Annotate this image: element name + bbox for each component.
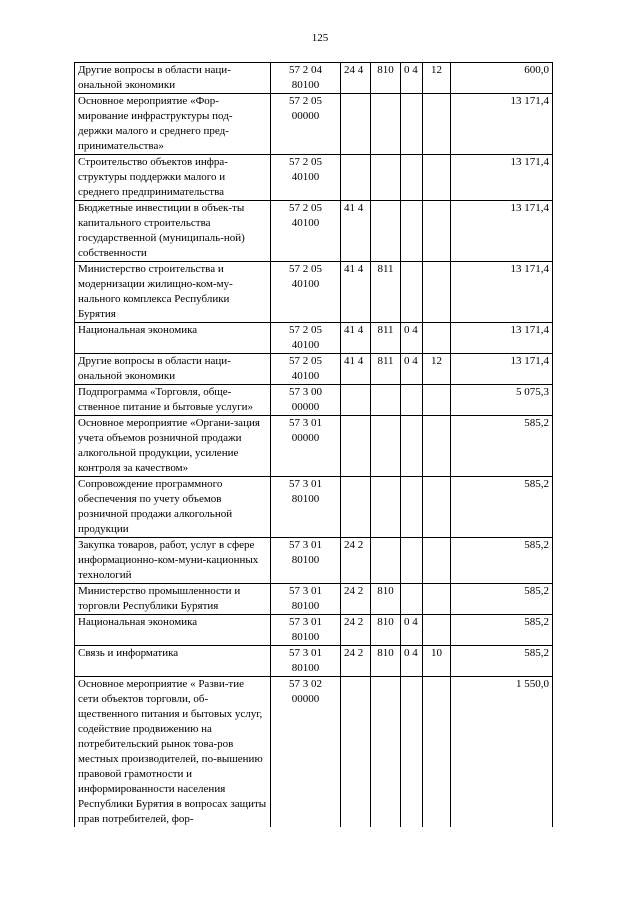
table-body [75,63,553,828]
item-name-cell: Основное мероприятие «Органи-зация учета объемов розничной продажи алкогольной продукции, усиление контроля за качеством» [75,416,271,477]
target-code-cell: 57 2 05 00000 [271,94,341,155]
subsection-cell [423,677,451,828]
ministry-code-cell: 810 [371,63,401,94]
table-row [75,262,553,323]
expense-type-cell [341,477,371,538]
ministry-code-cell: 810 [371,615,401,646]
ministry-code-cell [371,155,401,201]
section-cell: 0 4 [401,323,423,354]
target-code-cell: 57 3 01 80100 [271,584,341,615]
table-row [75,354,553,385]
target-code-cell: 57 3 01 80100 [271,477,341,538]
expense-type-cell: 24 2 [341,615,371,646]
item-name-cell: Министерство строительства и модернизации жилищно-ком-му-нального комплекса Республики Бурятия [75,262,271,323]
section-cell [401,201,423,262]
item-name-cell: Другие вопросы в области наци-ональной экономики [75,354,271,385]
subsection-cell [423,385,451,416]
target-code-cell: 57 3 00 00000 [271,385,341,416]
expense-type-cell [341,385,371,416]
target-code-cell: 57 2 05 40100 [271,155,341,201]
ministry-code-cell: 811 [371,262,401,323]
subsection-cell [423,477,451,538]
table-row [75,584,553,615]
expense-type-cell: 24 4 [341,63,371,94]
subsection-cell [423,94,451,155]
ministry-code-cell [371,94,401,155]
table-row [75,416,553,477]
target-code-cell: 57 3 01 00000 [271,416,341,477]
target-code-cell: 57 2 05 40100 [271,262,341,323]
item-name-cell: Национальная экономика [75,615,271,646]
target-code-cell: 57 3 01 80100 [271,538,341,584]
amount-cell: 585,2 [451,584,553,615]
expense-type-cell: 41 4 [341,323,371,354]
subsection-cell: 10 [423,646,451,677]
page-number: 125 [311,32,329,44]
table-row [75,615,553,646]
budget-table [74,62,553,827]
item-name-cell: Подпрограмма «Торговля, обще-ственное питание и бытовые услуги» [75,385,271,416]
item-name-cell: Связь и информатика [75,646,271,677]
expense-type-cell [341,416,371,477]
ministry-code-cell: 810 [371,584,401,615]
amount-cell: 13 171,4 [451,94,553,155]
section-cell [401,262,423,323]
target-code-cell: 57 2 04 80100 [271,63,341,94]
target-code-cell: 57 3 01 80100 [271,646,341,677]
amount-cell: 13 171,4 [451,155,553,201]
item-name-cell: Бюджетные инвестиции в объек-ты капитального строительства государственной (муниципаль-ной) собственности [75,201,271,262]
subsection-cell [423,155,451,201]
section-cell [401,94,423,155]
expense-type-cell [341,155,371,201]
section-cell [401,155,423,201]
item-name-cell: Строительство объектов инфра-структуры поддержки малого и среднего предпринимательства [75,155,271,201]
expense-type-cell: 24 2 [341,538,371,584]
table-row [75,201,553,262]
ministry-code-cell [371,538,401,584]
section-cell: 0 4 [401,63,423,94]
subsection-cell [423,538,451,584]
table-row [75,477,553,538]
section-cell [401,477,423,538]
item-name-cell: Основное мероприятие «Фор-мирование инфраструктуры под-держки малого и среднего пред-принимательства» [75,94,271,155]
expense-type-cell [341,94,371,155]
amount-cell: 1 550,0 [451,677,553,828]
item-name-cell: Закупка товаров, работ, услуг в сфере информационно-ком-муни-кационных технологий [75,538,271,584]
item-name-cell: Основное мероприятие « Разви-тие сети объектов торговли, об-щественного питания и бытовых услуг, содействие продвижению на потребительский рынок това-ров местных производителей, по-вышению правовой грамотности и информированности населения Республики Бурятия в вопросах защиты прав потребителей, фор- [75,677,271,828]
item-name-cell: Министерство промышленности и торговли Республики Бурятия [75,584,271,615]
table-row [75,155,553,201]
target-code-cell: 57 2 05 40100 [271,323,341,354]
section-cell [401,677,423,828]
section-cell [401,584,423,615]
target-code-cell: 57 2 05 40100 [271,354,341,385]
expense-type-cell: 41 4 [341,262,371,323]
expense-type-cell: 41 4 [341,201,371,262]
amount-cell: 585,2 [451,615,553,646]
amount-cell: 5 075,3 [451,385,553,416]
amount-cell: 13 171,4 [451,323,553,354]
item-name-cell: Национальная экономика [75,323,271,354]
table-row [75,646,553,677]
subsection-cell [423,615,451,646]
ministry-code-cell: 811 [371,354,401,385]
ministry-code-cell [371,416,401,477]
amount-cell: 585,2 [451,646,553,677]
table-row [75,63,553,94]
subsection-cell [423,201,451,262]
section-cell [401,538,423,584]
ministry-code-cell [371,201,401,262]
ministry-code-cell: 811 [371,323,401,354]
target-code-cell: 57 2 05 40100 [271,201,341,262]
target-code-cell: 57 3 02 00000 [271,677,341,828]
target-code-cell: 57 3 01 80100 [271,615,341,646]
amount-cell: 585,2 [451,477,553,538]
table-row [75,94,553,155]
ministry-code-cell [371,477,401,538]
item-name-cell: Другие вопросы в области наци-ональной экономики [75,63,271,94]
table-row [75,385,553,416]
section-cell [401,416,423,477]
amount-cell: 585,2 [451,538,553,584]
subsection-cell [423,416,451,477]
ministry-code-cell: 810 [371,646,401,677]
subsection-cell: 12 [423,63,451,94]
table-row [75,323,553,354]
expense-type-cell [341,677,371,828]
amount-cell: 13 171,4 [451,354,553,385]
amount-cell: 600,0 [451,63,553,94]
amount-cell: 13 171,4 [451,262,553,323]
amount-cell: 585,2 [451,416,553,477]
item-name-cell: Сопровождение программного обеспечения по учету объемов розничной продажи алкогольной продукции [75,477,271,538]
expense-type-cell: 41 4 [341,354,371,385]
subsection-cell [423,262,451,323]
subsection-cell [423,584,451,615]
expense-type-cell: 24 2 [341,584,371,615]
section-cell [401,385,423,416]
table-row [75,538,553,584]
table-row [75,677,553,828]
section-cell: 0 4 [401,646,423,677]
amount-cell: 13 171,4 [451,201,553,262]
subsection-cell: 12 [423,354,451,385]
expense-type-cell: 24 2 [341,646,371,677]
section-cell: 0 4 [401,615,423,646]
ministry-code-cell [371,385,401,416]
section-cell: 0 4 [401,354,423,385]
ministry-code-cell [371,677,401,828]
subsection-cell [423,323,451,354]
